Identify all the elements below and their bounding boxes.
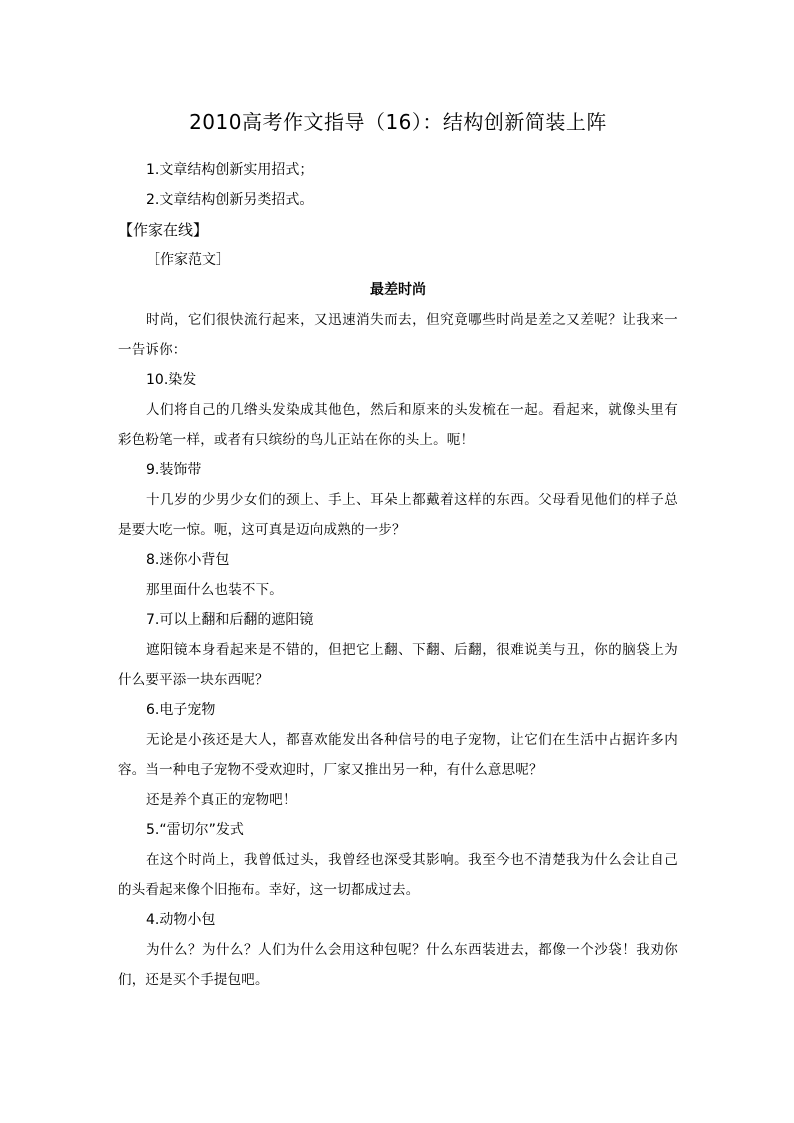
item-paragraph: 无论是小孩还是大人，都喜欢能发出各种信号的电子宠物，让它们在生活中占据许多内容。当一种电子宠物不受欢迎时，厂家又推出另一种，有什么意思呢？	[118, 732, 678, 778]
item-paragraph: 十几岁的少男少女们的颈上、手上、耳朵上都戴着这样的东西。父母看见他们的样子总是要大吃一惊。呃，这可真是迈向成熟的一步？	[118, 492, 678, 538]
document-page	[118, 100, 678, 995]
section-header: 【作家在线】	[118, 221, 209, 239]
point-2: 2.文章结构创新另类招式。	[146, 192, 314, 208]
essay-intro: 时尚，它们很快流行起来，又迅速消失而去，但究竟哪些时尚是差之又差呢？让我来一一告诉你：	[118, 312, 678, 358]
item-heading: 5.“雷切尔”发式	[146, 822, 244, 838]
item-paragraph: 还是养个真正的宠物吧！	[146, 792, 297, 808]
item-heading: 9.装饰带	[146, 462, 202, 478]
item-heading: 10.染发	[146, 372, 197, 388]
item-paragraph: 那里面什么也装不下。	[146, 582, 283, 598]
item-heading: 4.动物小包	[146, 912, 216, 928]
item-heading: 6.电子宠物	[146, 702, 216, 718]
item-heading: 7.可以上翻和后翻的遮阳镜	[146, 612, 314, 628]
item-paragraph: 在这个时尚上，我曾低过头，我曾经也深受其影响。我至今也不清楚我为什么会让自己的头看起来像个旧拖布。幸好，这一切都成过去。	[118, 852, 678, 898]
point-1: 1.文章结构创新实用招式；	[146, 162, 314, 178]
item-heading: 8.迷你小背包	[146, 552, 230, 568]
document-title: 2010高考作文指导（16）：结构创新简装上阵	[189, 110, 607, 134]
essay-title: 最差时尚	[370, 282, 426, 298]
item-paragraph: 为什么？为什么？人们为什么会用这种包呢？什么东西装进去，都像一个沙袋！我劝你们，还是买个手提包吧。	[118, 942, 678, 988]
item-paragraph: 人们将自己的几绺头发染成其他色，然后和原来的头发梳在一起。看起来，就像头里有彩色粉笔一样，或者有只缤纷的鸟儿正站在你的头上。呃！	[118, 402, 678, 448]
item-paragraph: 遮阳镜本身看起来是不错的，但把它上翻、下翻、后翻，很难说美与丑，你的脑袋上为什么要平添一块东西呢？	[118, 642, 678, 688]
sub-header: ［作家范文］	[146, 252, 230, 268]
